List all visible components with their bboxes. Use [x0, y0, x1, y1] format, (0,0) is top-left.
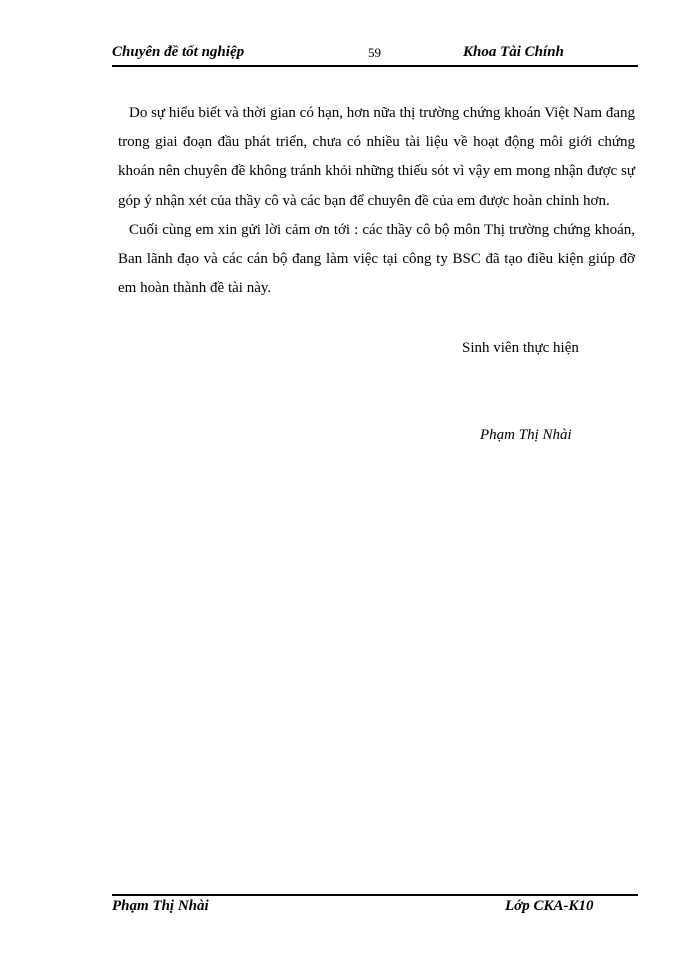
- page-number: 59: [368, 45, 381, 60]
- paragraph-acknowledgement: Cuối cùng em xin gửi lời cảm ơn tới : các thầy cô bộ môn Thị trường chứng khoán, Ban lãnh đạo và các cán bộ đang làm việc tại công ty BSC đã tạo điều kiện giúp đỡ em hoàn thành đề tài này.: [118, 221, 635, 297]
- body-text: [118, 99, 635, 303]
- header-rule: [112, 65, 638, 67]
- paragraph-limitations: Do sự hiểu biết và thời gian có hạn, hơn nữa thị trường chứng khoán Việt Nam đang trong giai đoạn đầu phát triển, chưa có nhiều tài liệu về hoạt động môi giới chứng khoán nên chuyên đề không tránh khỏi những thiếu sót vì vậy em mong nhận được sự góp ý nhận xét của thầy cô và các bạn để chuyên đề của em được hoàn chỉnh hơn.: [118, 105, 635, 209]
- footer-class: Lớp CKA-K10: [505, 898, 594, 914]
- header-faculty: Khoa Tài Chính: [463, 44, 564, 60]
- footer-rule: [112, 894, 638, 896]
- header-document-title: Chuyên đề tốt nghiệp: [112, 44, 245, 60]
- page-header: [112, 44, 638, 64]
- footer-author: Phạm Thị Nhài: [112, 898, 209, 914]
- signature-name: Phạm Thị Nhài: [480, 427, 572, 443]
- signature-label: Sinh viên thực hiện: [462, 340, 579, 356]
